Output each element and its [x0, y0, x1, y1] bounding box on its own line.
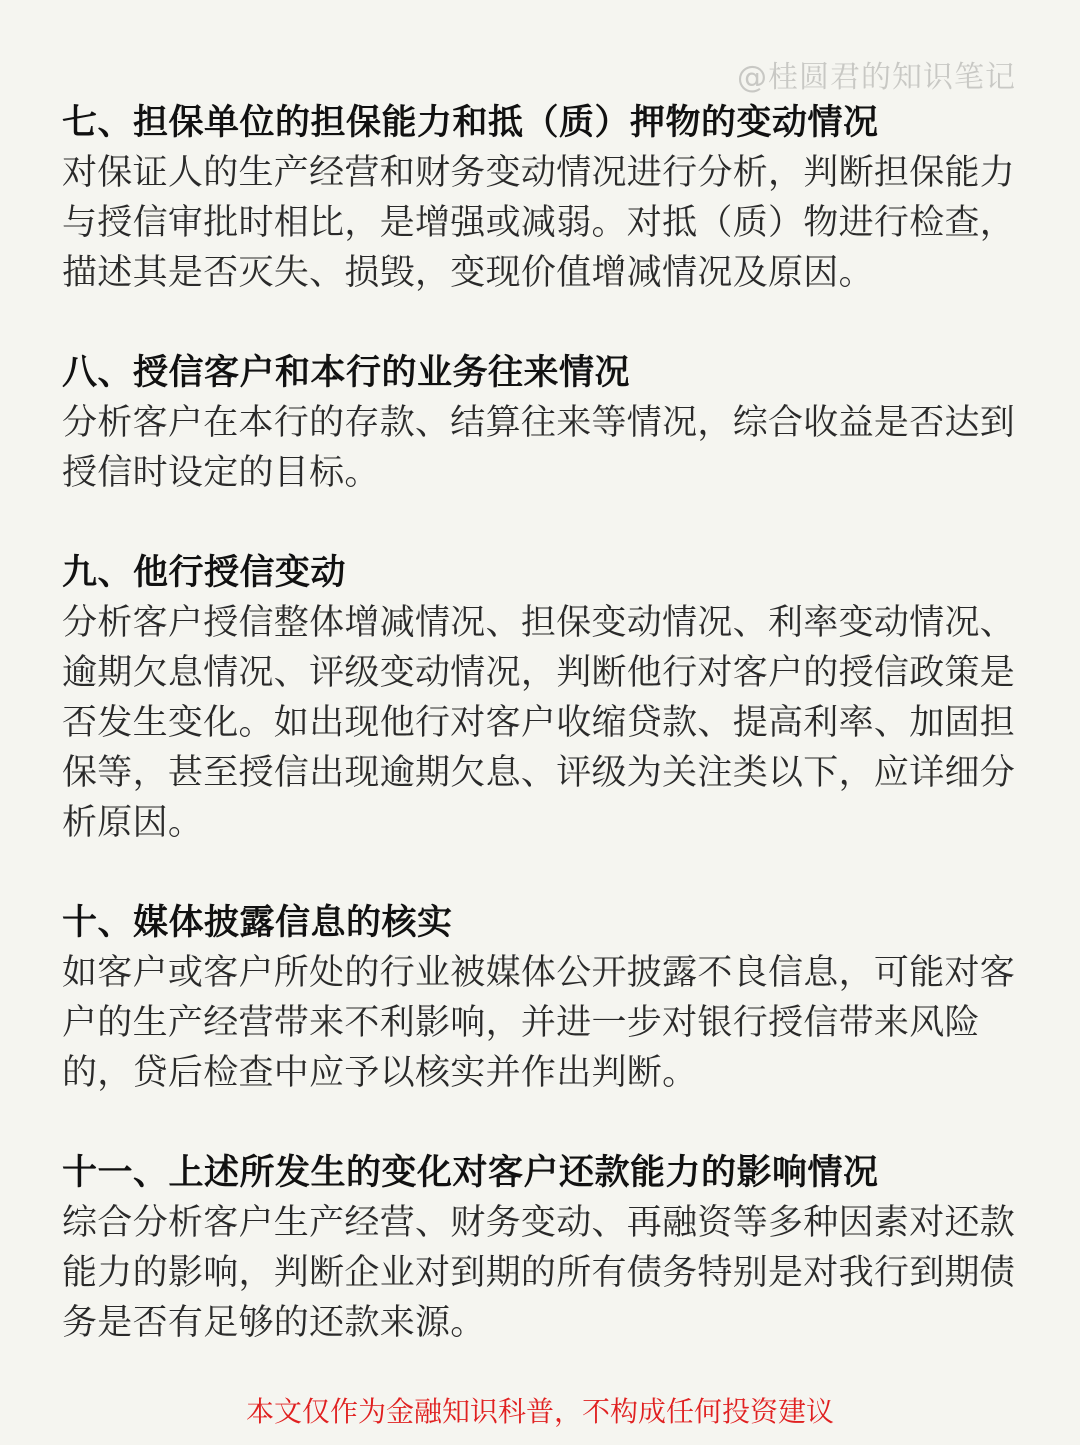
section-body: 对保证人的生产经营和财务变动情况进行分析，判断担保能力与授信审批时相比，是增强或减弱。对抵（质）物进行检查，描述其是否灭失、损毁，变现价值增减情况及原因。 [62, 153, 1016, 293]
section-11 [62, 1148, 1034, 1348]
section-7 [62, 98, 1034, 298]
watermark: @桂圆君的知识笔记 [737, 60, 1016, 95]
section-body: 综合分析客户生产经营、财务变动、再融资等多种因素对还款能力的影响，判断企业对到期的所有债务特别是对我行到期债务是否有足够的还款来源。 [62, 1203, 1016, 1343]
article-content [62, 98, 1034, 1398]
section-title: 八、授信客户和本行的业务往来情况 [62, 353, 631, 393]
section-title: 十一、上述所发生的变化对客户还款能力的影响情况 [62, 1153, 879, 1193]
section-body: 分析客户授信整体增减情况、担保变动情况、利率变动情况、逾期欠息情况、评级变动情况，判断他行对客户的授信政策是否发生变化。如出现他行对客户收缩贷款、提高利率、加固担保等，甚至授信出现逾期欠息、评级为关注类以下，应详细分析原因。 [62, 603, 1016, 843]
section-body: 如客户或客户所处的行业被媒体公开披露不良信息，可能对客户的生产经营带来不利影响，并进一步对银行授信带来风险的，贷后检查中应予以核实并作出判断。 [62, 953, 1016, 1093]
section-8 [62, 348, 1034, 498]
section-title: 九、他行授信变动 [62, 553, 347, 593]
section-title: 十、媒体披露信息的核实 [62, 903, 453, 943]
disclaimer: 本文仅作为金融知识科普，不构成任何投资建议 [245, 1395, 834, 1428]
section-body: 分析客户在本行的存款、结算往来等情况，综合收益是否达到授信时设定的目标。 [62, 403, 1016, 493]
section-9 [62, 548, 1034, 848]
section-10 [62, 898, 1034, 1098]
section-title: 七、担保单位的担保能力和抵（质）押物的变动情况 [62, 103, 879, 143]
